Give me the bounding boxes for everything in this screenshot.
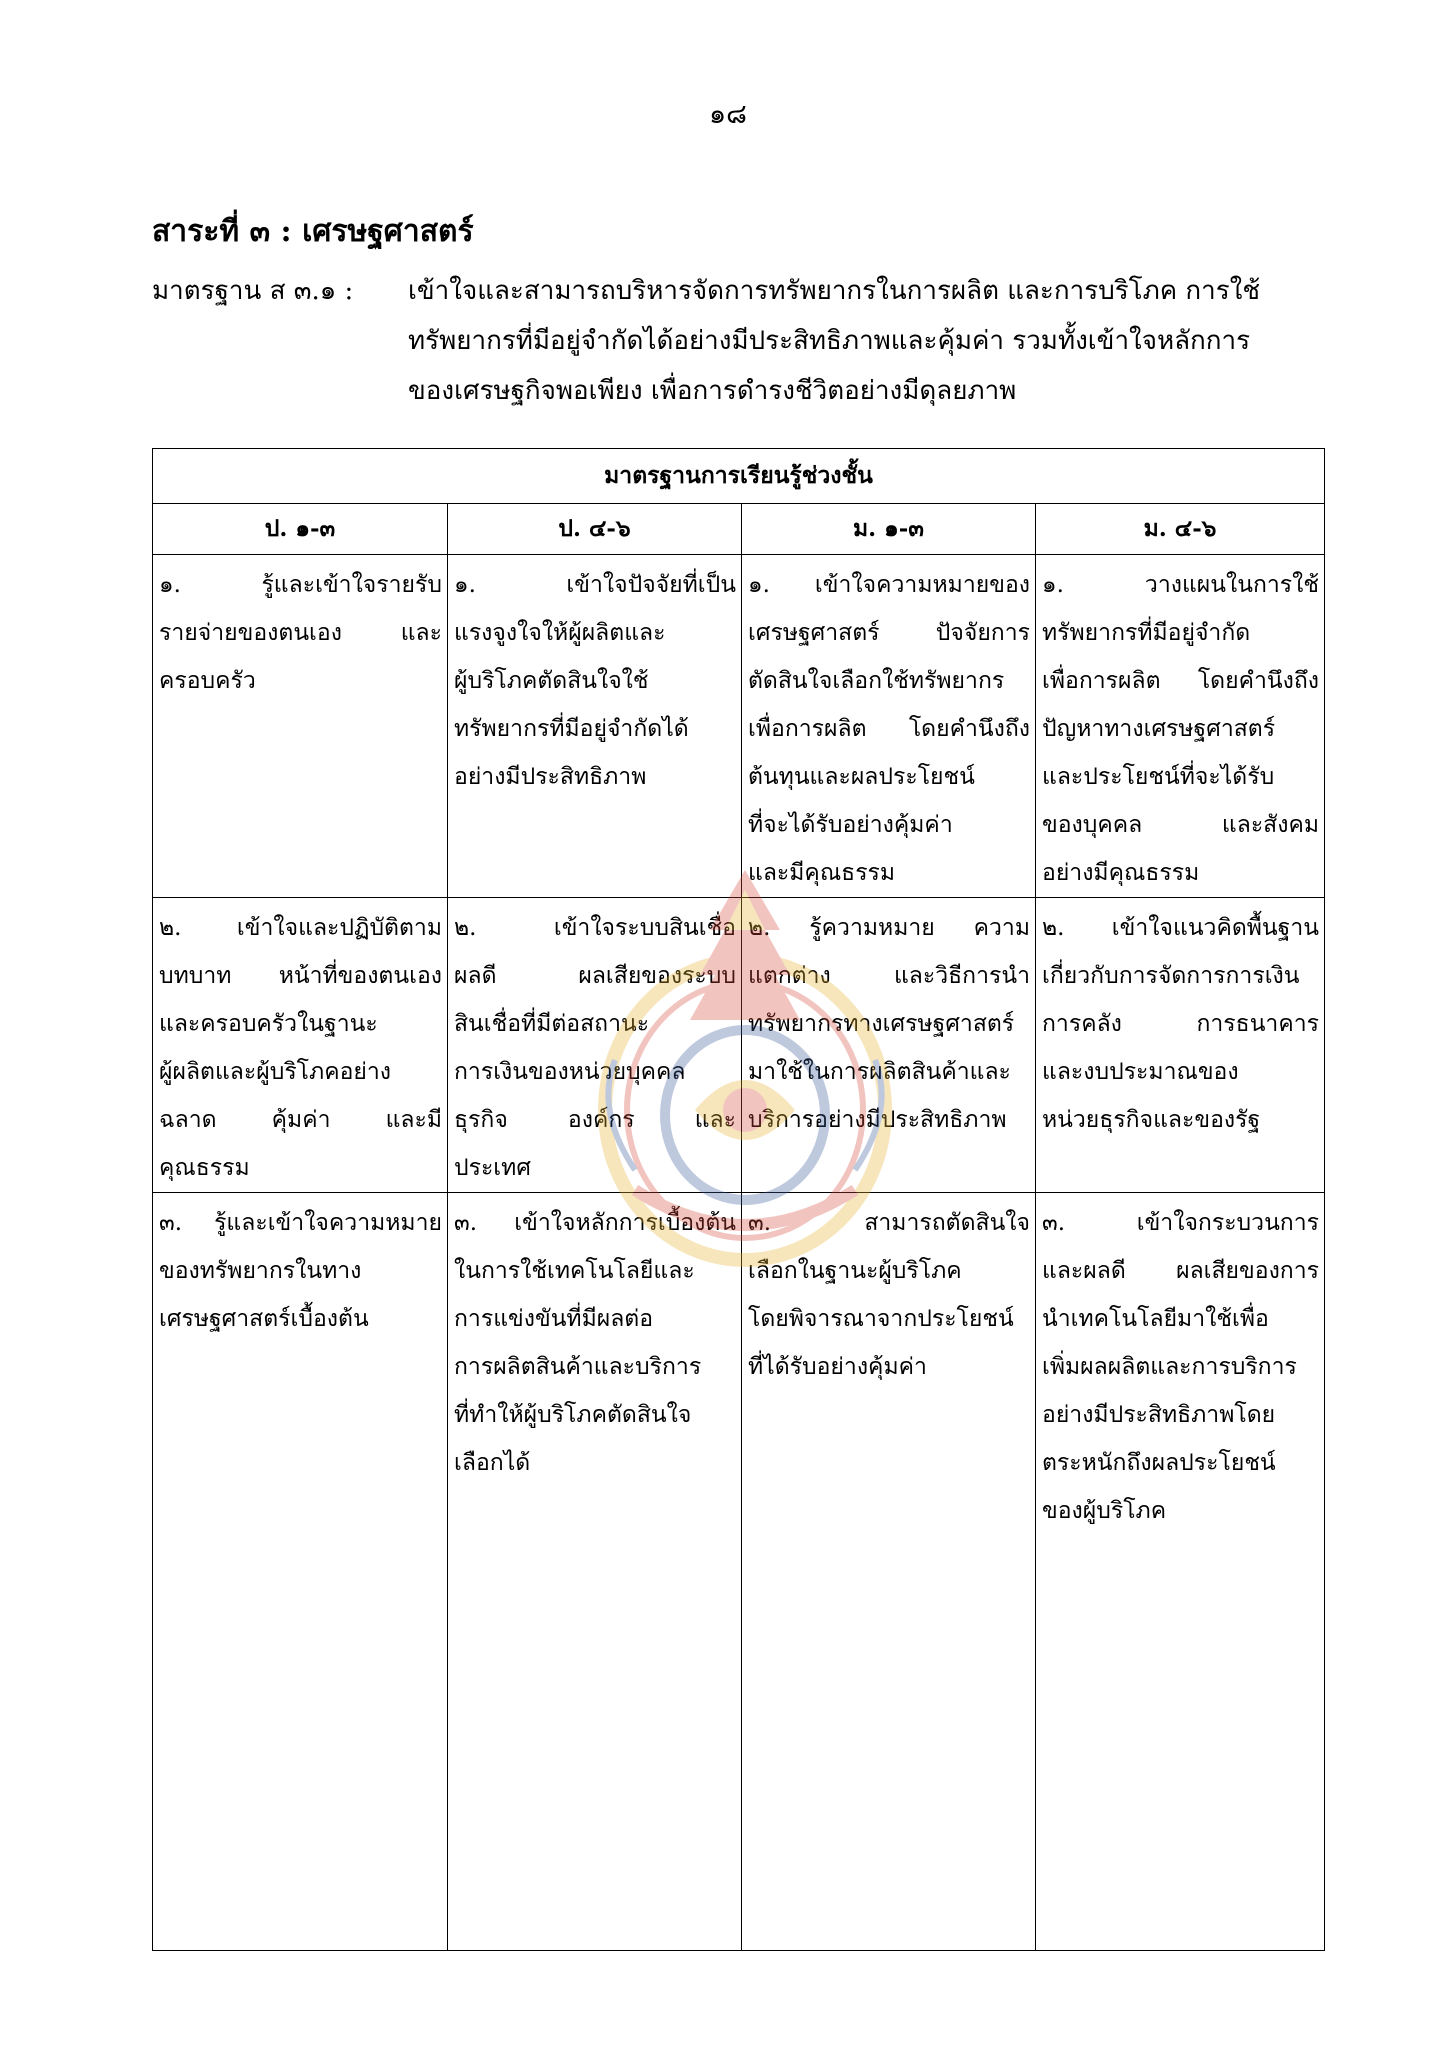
cell-line: เศรษฐศาสตร์ ปัจจัยการ xyxy=(748,620,1030,646)
cell-line: เพิ่มผลผลิตและการบริการ xyxy=(1042,1354,1297,1380)
standard-line: ของเศรษฐกิจพอเพียง เพื่อการดำรงชีวิตอย่างมีดุลยภาพ xyxy=(408,376,1017,406)
cell-line: ที่ได้รับอย่างคุ้มค่า xyxy=(748,1354,927,1380)
cell-line: อย่างมีประสิทธิภาพโดย xyxy=(1042,1402,1276,1428)
standard-item-2-p4-6 xyxy=(448,898,741,1192)
cell-line: ผลดี ผลเสียของระบบ xyxy=(454,963,736,989)
cell-line: การแข่งขันที่มีผลต่อ xyxy=(454,1306,654,1332)
table-row-1 xyxy=(153,555,1325,898)
table-cell xyxy=(448,1193,742,1951)
table-cell xyxy=(742,1193,1036,1951)
standard-label: มาตรฐาน ส ๓.๑ : xyxy=(152,276,354,306)
cell-line: ปัญหาทางเศรษฐศาสตร์ xyxy=(1042,716,1276,742)
cell-line: และผลดี ผลเสียของการ xyxy=(1042,1258,1319,1284)
cell-line: ๓. เข้าใจกระบวนการ xyxy=(1042,1210,1319,1236)
table-cell xyxy=(742,555,1036,898)
cell-line: และประโยชน์ที่จะได้รับ xyxy=(1042,764,1275,790)
standard-description xyxy=(408,266,1326,416)
cell-line: ของทรัพยากรในทาง xyxy=(159,1258,362,1284)
cell-line: ผู้บริโภคตัดสินใจใช้ xyxy=(454,668,649,694)
cell-line: อย่างมีคุณธรรม xyxy=(1042,860,1200,886)
cell-line: ทรัพยากรทางเศรษฐศาสตร์ xyxy=(748,1011,1015,1037)
cell-line: ๒. เข้าใจระบบสินเชื่อ xyxy=(454,915,736,941)
table-cell xyxy=(153,898,448,1193)
cell-line: ๓. เข้าใจหลักการเบื้องต้น xyxy=(454,1210,736,1236)
cell-line: ๑. เข้าใจปัจจัยที่เป็น xyxy=(454,572,736,598)
page-number: ๑๘ xyxy=(709,99,747,130)
table-title: มาตรฐานการเรียนรู้ช่วงชั้น xyxy=(153,449,1325,504)
standard-item-3-p1-3 xyxy=(153,1193,447,1343)
table-cell xyxy=(742,898,1036,1193)
cell-line: ๓. รู้และเข้าใจความหมาย xyxy=(159,1210,442,1236)
cell-line: และมีคุณธรรม xyxy=(748,860,896,886)
standard-line: เข้าใจและสามารถบริหารจัดการทรัพยากรในการผลิต และการบริโภค การใช้ xyxy=(408,276,1261,306)
cell-line: ฉลาด คุ้มค่า และมี xyxy=(159,1107,442,1133)
standard-item-1-m1-3 xyxy=(742,555,1035,897)
cell-line: โดยพิจารณาจากประโยชน์ xyxy=(748,1306,1014,1332)
cell-line: ธุรกิจ องค์กร และ xyxy=(454,1107,736,1133)
cell-line: ๑. เข้าใจความหมายของ xyxy=(748,572,1030,598)
cell-line: ๒. รู้ความหมาย ความ xyxy=(748,915,1030,941)
table-cell xyxy=(448,555,742,898)
column-header-p4-6: ป. ๔-๖ xyxy=(448,504,742,555)
cell-line: บริการอย่างมีประสิทธิภาพ xyxy=(748,1107,1007,1133)
cell-line: รายจ่ายของตนเอง และ xyxy=(159,620,442,646)
column-header-p1-3: ป. ๑-๓ xyxy=(153,504,448,555)
cell-line: ของบุคคล และสังคม xyxy=(1042,812,1319,838)
standard-item-1-p1-3 xyxy=(153,555,447,897)
cell-line: ที่ทำให้ผู้บริโภคตัดสินใจ xyxy=(454,1402,692,1428)
cell-line: ต้นทุนและผลประโยชน์ xyxy=(748,764,975,790)
standard-item-3-m1-3 xyxy=(742,1193,1035,1391)
cell-line: แตกต่าง และวิธีการนำ xyxy=(748,963,1030,989)
cell-line: อย่างมีประสิทธิภาพ xyxy=(454,764,647,790)
cell-line: การผลิตสินค้าและบริการ xyxy=(454,1354,702,1380)
cell-line: ในการใช้เทคโนโลยีและ xyxy=(454,1258,695,1284)
cell-line: แรงจูงใจให้ผู้ผลิตและ xyxy=(454,620,666,646)
standard-item-3-p4-6 xyxy=(448,1193,741,1487)
column-header-m4-6: ม. ๔-๖ xyxy=(1036,504,1325,555)
cell-line: และครอบครัวในฐานะ xyxy=(159,1011,378,1037)
cell-line: เพื่อการผลิต โดยคำนึงถึง xyxy=(748,716,1030,742)
cell-line: เศรษฐศาสตร์เบื้องต้น xyxy=(159,1306,369,1332)
cell-line: เพื่อการผลิต โดยคำนึงถึง xyxy=(1042,668,1319,694)
standard-line: ทรัพยากรที่มีอยู่จำกัดได้อย่างมีประสิทธิภาพและคุ้มค่า รวมทั้งเข้าใจหลักการ xyxy=(408,326,1251,356)
standard-item-2-m4-6 xyxy=(1036,898,1324,1192)
cell-line: ของผู้บริโภค xyxy=(1042,1498,1167,1524)
cell-line: ๓. สามารถตัดสินใจ xyxy=(748,1210,1030,1236)
cell-line: ทรัพยากรที่มีอยู่จำกัดได้ xyxy=(454,716,689,742)
cell-line: ๑. รู้และเข้าใจรายรับ xyxy=(159,572,442,598)
standard-item-2-p1-3 xyxy=(153,898,447,1192)
table-cell xyxy=(153,555,448,898)
standard-item-3-m4-6 xyxy=(1036,1193,1324,1535)
cell-line: ผู้ผลิตและผู้บริโภคอย่าง xyxy=(159,1059,392,1085)
cell-line: ครอบครัว xyxy=(159,668,256,694)
cell-line: ตระหนักถึงผลประโยชน์ xyxy=(1042,1450,1276,1476)
cell-line: เลือกได้ xyxy=(454,1450,531,1476)
cell-line: มาใช้ในการผลิตสินค้าและ xyxy=(748,1059,1011,1085)
cell-line: ทรัพยากรที่มีอยู่จำกัด xyxy=(1042,620,1251,646)
table-cell xyxy=(1036,555,1325,898)
cell-line: เลือกในฐานะผู้บริโภค xyxy=(748,1258,962,1284)
cell-line: นำเทคโนโลยีมาใช้เพื่อ xyxy=(1042,1306,1269,1332)
standard-item-1-p4-6 xyxy=(448,555,741,801)
cell-line: หน่วยธุรกิจและของรัฐ xyxy=(1042,1107,1261,1133)
learning-standards-table xyxy=(152,448,1325,1951)
cell-line: การคลัง การธนาคาร xyxy=(1042,1011,1319,1037)
cell-line: ตัดสินใจเลือกใช้ทรัพยากร xyxy=(748,668,1005,694)
column-header-m1-3: ม. ๑-๓ xyxy=(742,504,1036,555)
table-cell xyxy=(1036,1193,1325,1951)
cell-line: ประเทศ xyxy=(454,1155,531,1181)
table-cell xyxy=(153,1193,448,1951)
table-cell xyxy=(448,898,742,1193)
cell-line: และงบประมาณของ xyxy=(1042,1059,1239,1085)
table-row-2 xyxy=(153,898,1325,1193)
table-row-3 xyxy=(153,1193,1325,1951)
cell-line: การเงินของหน่วยบุคคล xyxy=(454,1059,686,1085)
cell-line: ๒. เข้าใจและปฏิบัติตาม xyxy=(159,915,442,941)
cell-line: คุณธรรม xyxy=(159,1155,250,1181)
cell-line: บทบาท หน้าที่ของตนเอง xyxy=(159,963,442,989)
standard-item-2-m1-3 xyxy=(742,898,1035,1192)
cell-line: เกี่ยวกับการจัดการการเงิน xyxy=(1042,963,1300,989)
table-cell xyxy=(1036,898,1325,1193)
cell-line: ๒. เข้าใจแนวคิดพื้นฐาน xyxy=(1042,915,1319,941)
section-title: สาระที่ ๓ : เศรษฐศาสตร์ xyxy=(152,214,474,249)
standard-item-1-m4-6 xyxy=(1036,555,1324,897)
cell-line: ๑. วางแผนในการใช้ xyxy=(1042,572,1319,598)
cell-line: ที่จะได้รับอย่างคุ้มค่า xyxy=(748,812,953,838)
cell-line: สินเชื่อที่มีต่อสถานะ xyxy=(454,1011,650,1037)
